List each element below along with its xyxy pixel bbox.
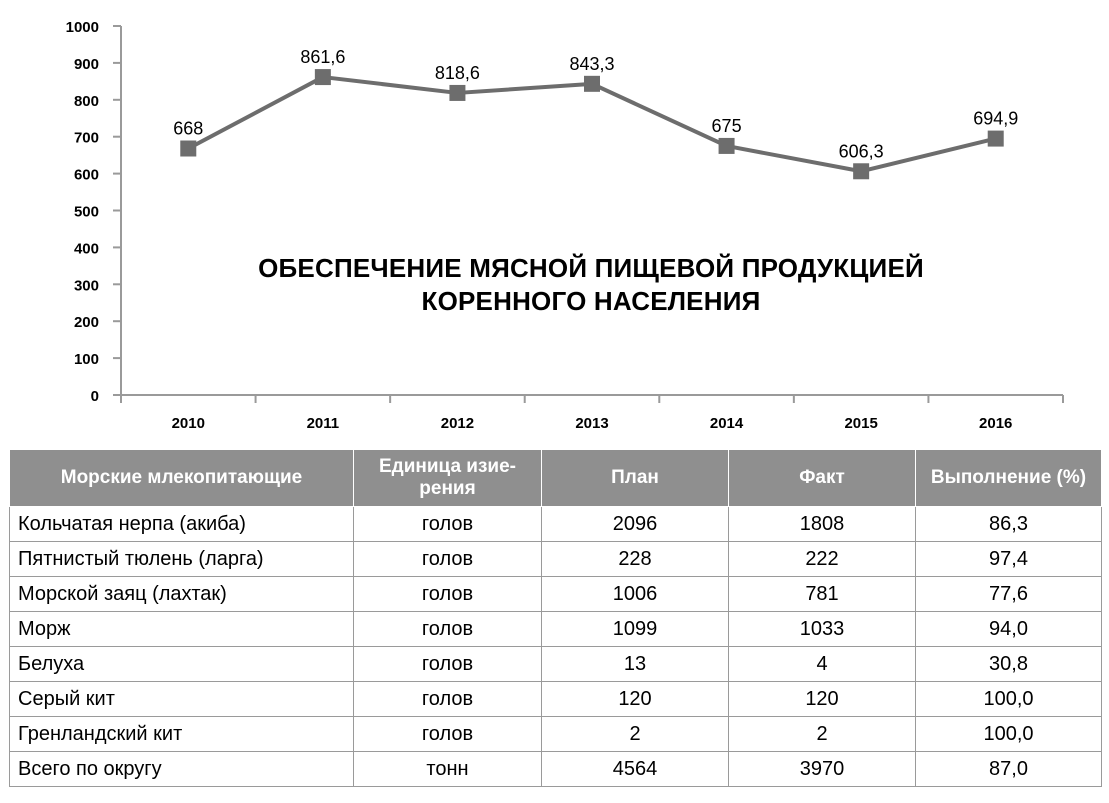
cell-fact: 1808 (729, 507, 916, 542)
y-tick-label: 1000 (65, 19, 99, 36)
x-tick-label: 2012 (440, 415, 475, 432)
chart-title-line-1: ОБЕСПЕЧЕНИЕ МЯСНОЙ ПИЩЕВОЙ ПРОДУКЦИЕЙ (258, 253, 924, 283)
cell-completion: 87,0 (916, 752, 1102, 787)
table-row (10, 507, 1102, 542)
table-row (10, 752, 1102, 787)
data-label: 668 (173, 118, 204, 139)
cell-fact: 2 (729, 717, 916, 752)
cell-plan: 228 (542, 542, 729, 577)
cell-plan: 4564 (542, 752, 729, 787)
cell-fact: 3970 (729, 752, 916, 787)
y-tick-label: 100 (73, 351, 99, 369)
y-tick-label: 400 (73, 240, 99, 258)
column-header-plan: План (542, 450, 729, 507)
table-row (10, 577, 1102, 612)
cell-plan: 1099 (542, 612, 729, 647)
cell-plan: 2096 (542, 507, 729, 542)
cell-unit: голов (354, 647, 542, 682)
chart-title (160, 252, 1022, 318)
cell-mammal: Всего по округу (10, 752, 354, 787)
data-label: 843,3 (569, 53, 615, 74)
data-point (719, 138, 735, 154)
data-point (315, 69, 331, 85)
table-row (10, 647, 1102, 682)
cell-fact: 4 (729, 647, 916, 682)
x-tick-label: 2016 (979, 415, 1013, 432)
x-tick-label: 2011 (306, 415, 340, 432)
table-header-row (10, 450, 1102, 507)
y-tick-label: 600 (73, 166, 99, 184)
y-tick-label: 900 (73, 55, 99, 73)
y-tick-label: 300 (73, 277, 99, 295)
marine-mammals-table (9, 449, 1102, 787)
table-row (10, 612, 1102, 647)
cell-mammal: Пятнистый тюлень (ларга) (10, 542, 354, 577)
cell-unit: голов (354, 682, 542, 717)
cell-completion: 94,0 (916, 612, 1102, 647)
y-tick-label: 0 (90, 388, 99, 405)
data-label: 694,9 (973, 108, 1019, 129)
cell-mammal: Морж (10, 612, 354, 647)
cell-unit: тонн (354, 752, 542, 787)
cell-plan: 1006 (542, 577, 729, 612)
data-point (584, 76, 600, 92)
cell-fact: 781 (729, 577, 916, 612)
y-tick-label: 500 (73, 203, 99, 221)
cell-plan: 2 (542, 717, 729, 752)
data-label: 606,3 (838, 141, 884, 162)
cell-fact: 120 (729, 682, 916, 717)
column-header-completion: Выполнение (%) (916, 450, 1102, 507)
cell-completion: 77,6 (916, 577, 1102, 612)
x-tick-label: 2010 (171, 415, 205, 432)
cell-unit: голов (354, 542, 542, 577)
cell-mammal: Белуха (10, 647, 354, 682)
column-header-fact: Факт (729, 450, 916, 507)
column-header-unit: Единица изие-рения (354, 450, 542, 507)
cell-mammal: Морской заяц (лахтак) (10, 577, 354, 612)
x-tick-label: 2013 (575, 415, 609, 432)
data-point (449, 85, 465, 101)
cell-unit: голов (354, 507, 542, 542)
data-point (180, 141, 196, 157)
x-tick-label: 2015 (844, 415, 878, 432)
column-header-mammal: Морские млекопитающие (10, 450, 354, 507)
cell-fact: 222 (729, 542, 916, 577)
y-tick-label: 700 (73, 129, 99, 147)
cell-plan: 13 (542, 647, 729, 682)
table-row (10, 717, 1102, 752)
cell-unit: голов (354, 612, 542, 647)
cell-unit: голов (354, 577, 542, 612)
data-label: 861,6 (300, 47, 346, 68)
cell-plan: 120 (542, 682, 729, 717)
data-label: 675 (711, 115, 742, 136)
cell-completion: 97,4 (916, 542, 1102, 577)
table-row (10, 542, 1102, 577)
data-label: 818,6 (434, 62, 480, 83)
x-tick-label: 2014 (709, 415, 744, 432)
data-point (988, 131, 1004, 147)
chart-title-line-2: КОРЕННОГО НАСЕЛЕНИЯ (421, 286, 761, 316)
cell-mammal: Серый кит (10, 682, 354, 717)
cell-completion: 100,0 (916, 682, 1102, 717)
cell-completion: 86,3 (916, 507, 1102, 542)
y-tick-label: 200 (73, 314, 99, 332)
cell-mammal: Кольчатая нерпа (акиба) (10, 507, 354, 542)
cell-unit: голов (354, 717, 542, 752)
cell-mammal: Гренландский кит (10, 717, 354, 752)
data-point (853, 163, 869, 179)
cell-fact: 1033 (729, 612, 916, 647)
cell-completion: 100,0 (916, 717, 1102, 752)
y-tick-label: 800 (73, 92, 99, 110)
table-row (10, 682, 1102, 717)
cell-completion: 30,8 (916, 647, 1102, 682)
